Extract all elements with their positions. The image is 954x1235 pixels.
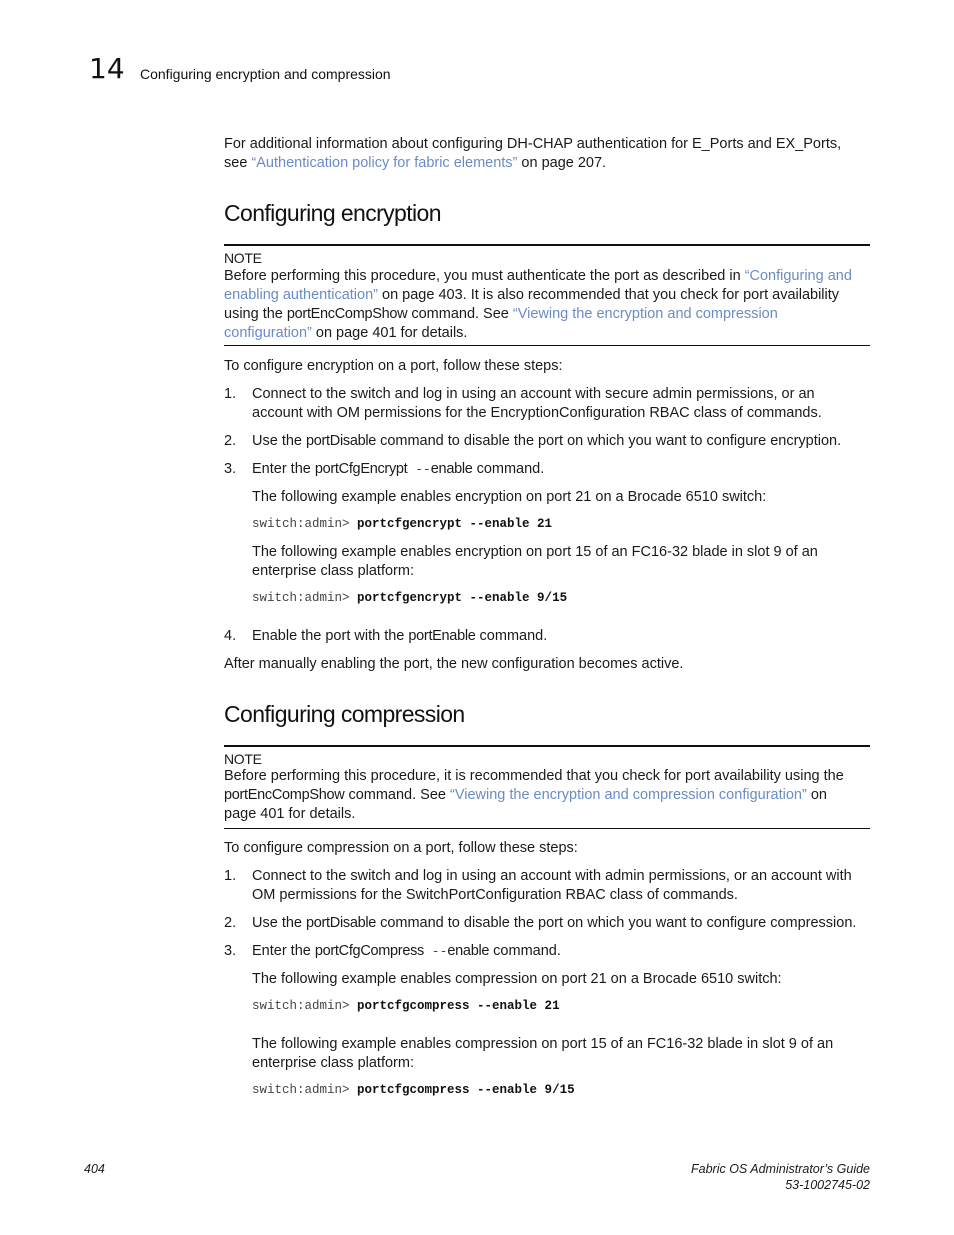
cli-command: portcfgcompress --enable 21 xyxy=(357,999,560,1013)
step-number: 1. xyxy=(224,868,237,884)
command-portcfgencrypt: portCfgEncrypt xyxy=(314,461,408,477)
link-viewing-encryption-cont[interactable]: configuration” xyxy=(224,325,312,341)
cli-command: portcfgencrypt --enable 21 xyxy=(357,517,553,531)
compression-lead: To configure compression on a port, follow these steps: xyxy=(224,840,578,856)
step-text: Enter the xyxy=(252,461,315,477)
note-top-rule xyxy=(224,244,870,246)
compression-example-1-code xyxy=(252,998,560,1014)
note-text: Before performing this procedure, you must authenticate the port as described in xyxy=(224,268,745,284)
cli-command: portcfgencrypt --enable 9/15 xyxy=(357,591,568,605)
command-portdisable: portDisable xyxy=(306,915,377,931)
note-text: using the xyxy=(224,306,287,322)
note-line xyxy=(224,324,852,343)
option-dashes: -- xyxy=(407,462,431,477)
note-line xyxy=(224,305,852,324)
encryption-example-1-code xyxy=(252,516,552,532)
option-dashes: -- xyxy=(424,944,448,959)
command-portcfgcompress: portCfgCompress xyxy=(314,943,424,959)
step-number: 2. xyxy=(224,915,237,931)
compression-step-3 xyxy=(252,942,561,961)
step-number: 1. xyxy=(224,386,237,402)
compression-example-2-code xyxy=(252,1082,575,1098)
note-line: Before performing this procedure, it is recommended that you check for port availability using the xyxy=(224,768,844,784)
note-top-rule xyxy=(224,745,870,747)
step-text: command. xyxy=(475,628,548,644)
cli-prompt: switch:admin> xyxy=(252,999,358,1013)
option-enable: enable xyxy=(430,461,473,477)
example-line: enterprise class platform: xyxy=(252,563,414,579)
link-viewing-compression[interactable]: “Viewing the encryption and compression configuration” xyxy=(450,787,807,803)
step-text: Use the xyxy=(252,433,306,449)
step-text: command to disable the port on which you want to configure compression. xyxy=(376,915,857,931)
encryption-step-1 xyxy=(252,385,822,423)
encryption-lead: To configure encryption on a port, follow these steps: xyxy=(224,358,563,374)
step-line: Connect to the switch and log in using an account with secure admin permissions, or an xyxy=(252,386,815,402)
intro-line-1: For additional information about configuring DH-CHAP authentication for E_Ports and EX_Ports, xyxy=(224,136,842,152)
heading-configuring-encryption: Configuring encryption xyxy=(224,200,441,226)
note-line xyxy=(224,267,852,286)
cli-prompt: switch:admin> xyxy=(252,591,358,605)
step-text: Enable the port with the xyxy=(252,628,409,644)
command-portenccompshow: portEncCompShow xyxy=(286,306,408,322)
note-text: on page 401 for details. xyxy=(311,325,468,341)
note-text: command. See xyxy=(344,787,450,803)
encryption-after: After manually enabling the port, the new configuration becomes active. xyxy=(224,656,684,672)
example-line: enterprise class platform: xyxy=(252,1055,414,1071)
encryption-step-4 xyxy=(252,627,547,646)
encryption-note-body xyxy=(224,267,852,343)
step-line: account with OM permissions for the EncryptionConfiguration RBAC class of commands. xyxy=(252,405,822,421)
cli-prompt: switch:admin> xyxy=(252,517,358,531)
note-line: page 401 for details. xyxy=(224,806,356,822)
command-portenccompshow: portEncCompShow xyxy=(224,787,345,803)
example-line: The following example enables compression on port 15 of an FC16-32 blade in slot 9 of an xyxy=(252,1036,834,1052)
link-viewing-encryption[interactable]: “Viewing the encryption and compression xyxy=(512,306,778,322)
encryption-step-2 xyxy=(252,432,841,451)
cli-command: portcfgcompress --enable 9/15 xyxy=(357,1083,575,1097)
intro-line-2 xyxy=(224,154,841,173)
step-number: 3. xyxy=(224,461,237,477)
link-configuring-authentication[interactable]: “Configuring and xyxy=(744,268,852,284)
command-portdisable: portDisable xyxy=(306,433,377,449)
encryption-example-1-text: The following example enables encryption on port 21 on a Brocade 6510 switch: xyxy=(252,489,767,505)
link-authentication-policy[interactable]: “Authentication policy for fabric elements” xyxy=(251,155,518,171)
note-label: NOTE xyxy=(224,250,262,266)
footer-guide-info xyxy=(691,1161,870,1193)
encryption-step-3 xyxy=(252,460,544,479)
cli-prompt: switch:admin> xyxy=(252,1083,358,1097)
step-text: Use the xyxy=(252,915,306,931)
encryption-example-2-code xyxy=(252,590,567,606)
step-line: Connect to the switch and log in using an account with admin permissions, or an account with xyxy=(252,868,852,884)
page-number: 404 xyxy=(84,1162,105,1176)
example-line: The following example enables encryption on port 15 of an FC16-32 blade in slot 9 of an xyxy=(252,544,818,560)
note-bottom-rule xyxy=(224,345,870,346)
step-text: command. xyxy=(489,943,561,959)
note-bottom-rule xyxy=(224,828,870,829)
note-line xyxy=(224,286,852,305)
chapter-title: Configuring encryption and compression xyxy=(140,66,391,82)
chapter-number: 14 xyxy=(89,52,125,85)
step-number: 4. xyxy=(224,628,237,644)
compression-step-1 xyxy=(252,867,852,905)
step-line: OM permissions for the SwitchPortConfiguration RBAC class of commands. xyxy=(252,887,738,903)
link-configuring-authentication-cont[interactable]: enabling authentication” xyxy=(224,287,378,303)
note-text: on xyxy=(806,787,827,803)
intro-page-ref: on page 207. xyxy=(517,155,607,171)
note-text: command. See xyxy=(407,306,513,322)
guide-title: Fabric OS Administrator’s Guide xyxy=(691,1162,870,1176)
compression-example-1-text: The following example enables compression on port 21 on a Brocade 6510 switch: xyxy=(252,971,782,987)
command-portenable: portEnable xyxy=(408,628,476,644)
heading-configuring-compression: Configuring compression xyxy=(224,701,465,727)
doc-number: 53-1002745-02 xyxy=(785,1178,870,1192)
note-line xyxy=(224,786,844,805)
encryption-example-2-text xyxy=(252,543,818,581)
step-number: 2. xyxy=(224,433,237,449)
step-text: command to disable the port on which you want to configure encryption. xyxy=(376,433,842,449)
note-label: NOTE xyxy=(224,751,262,767)
intro-paragraph xyxy=(224,135,841,173)
note-text: on page 403. It is also recommended that you check for port availability xyxy=(377,287,840,303)
step-text: command. xyxy=(472,461,545,477)
option-enable: enable xyxy=(447,943,490,959)
compression-note-body xyxy=(224,767,844,824)
intro-see: see xyxy=(224,155,252,171)
compression-step-2 xyxy=(252,914,856,933)
compression-example-2-text xyxy=(252,1035,833,1073)
step-text: Enter the xyxy=(252,943,315,959)
step-number: 3. xyxy=(224,943,237,959)
